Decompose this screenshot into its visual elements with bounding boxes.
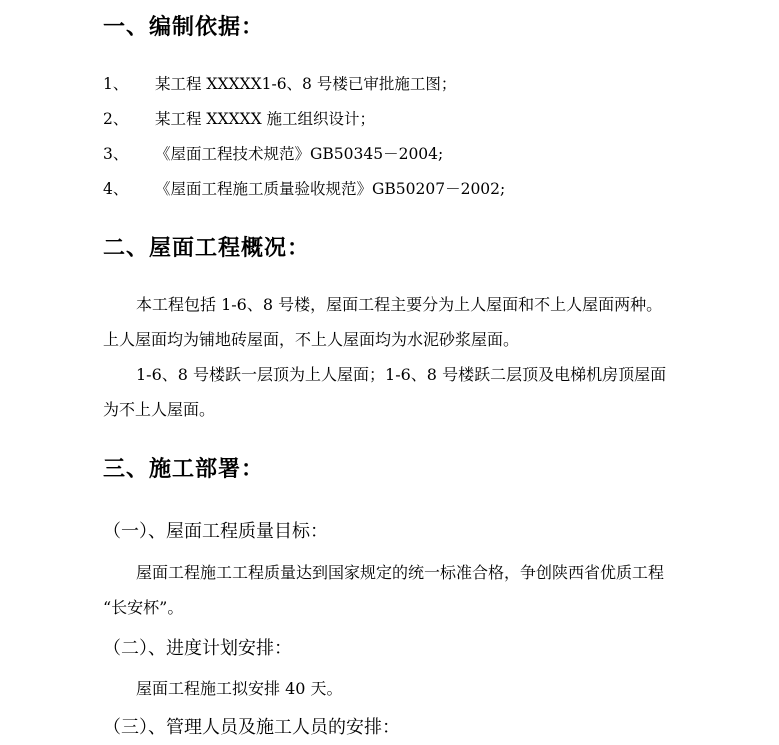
subsection-2-heading: （二）、进度计划安排： bbox=[103, 638, 292, 659]
list-item-number: 4、 bbox=[103, 180, 129, 198]
subsection-1-heading: （一）、屋面工程质量目标： bbox=[103, 521, 328, 542]
list-item-number: 2、 bbox=[103, 110, 129, 128]
list-item-number: 3、 bbox=[103, 145, 129, 163]
list-item-text: 某工程 XXXXX 施工组织设计； bbox=[155, 110, 376, 128]
paragraph-line: 1-6、8 号楼跃一层顶为上人屋面；1-6、8 号楼跃二层顶及电梯机房顶屋面 bbox=[136, 365, 667, 384]
subsection-3-heading: （三）、管理人员及施工人员的安排： bbox=[103, 717, 400, 738]
paragraph-line: 本工程包括 1-6、8 号楼，屋面工程主要分为上人屋面和不上人屋面两种。 bbox=[136, 295, 663, 314]
list-item-text: 《屋面工程施工质量验收规范》GB50207－2002; bbox=[155, 180, 506, 198]
list-item-number: 1、 bbox=[103, 75, 129, 93]
paragraph-line: 为不上人屋面。 bbox=[103, 400, 216, 419]
paragraph-line: 屋面工程施工工程质量达到国家规定的统一标准合格，争创陕西省优质工程 bbox=[136, 563, 665, 582]
section-2-heading: 二、屋面工程概况： bbox=[103, 235, 311, 261]
paragraph-line: 屋面工程施工拟安排 40 天。 bbox=[136, 679, 343, 698]
list-item-text: 《屋面工程技术规范》GB50345－2004; bbox=[155, 145, 444, 163]
section-3-heading: 三、施工部署： bbox=[103, 456, 265, 482]
section-1-heading: 一、编制依据： bbox=[103, 14, 265, 40]
paragraph-line: 上人屋面均为铺地砖屋面，不上人屋面均为水泥砂浆屋面。 bbox=[103, 330, 520, 349]
paragraph-line: “长安杯”。 bbox=[103, 598, 184, 617]
list-item-text: 某工程 XXXXX1-6、8 号楼已审批施工图； bbox=[155, 75, 457, 93]
